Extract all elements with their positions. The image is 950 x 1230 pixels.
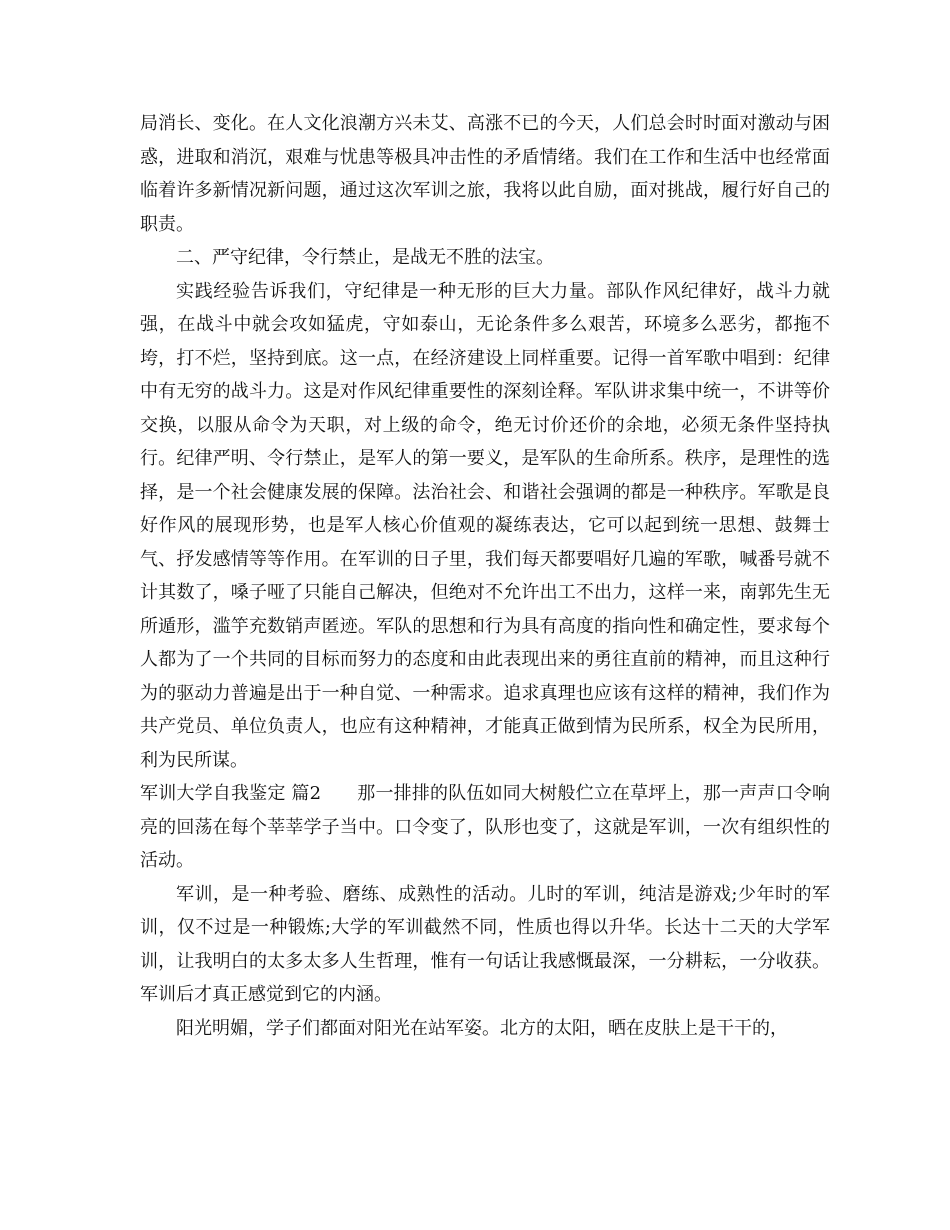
paragraph-continuation: 局消长、变化。在人文化浪潮方兴未艾、高涨不已的今天，人们总会时时面对激动与困惑，进取和消沉，艰难与忧患等极具冲击性的矛盾情绪。我们在工作和生活中也经常面临着许多新情况新问题，通过这次军训之旅，我将以此自励，面对挑战，履行好自己的职责。 <box>140 113 830 235</box>
document-body <box>140 107 830 1045</box>
section-2-text: 那一排排的队伍如同大树般伫立在草坪上，那一声声口令响亮的回荡在每个莘莘学子当中。口令变了，队形也变了，这就是军训，一次有组织性的活动。 <box>140 783 830 871</box>
section-title-2: 军训大学自我鉴定 篇2 <box>140 783 322 804</box>
paragraph-training-meaning: 军训，是一种考验、磨练、成熟性的活动。儿时的军训，纯洁是游戏;少年时的军训，仅不过是一种锻炼;大学的军训截然不同，性质也得以升华。长达十二天的大学军训，让我明白的太多太多人生哲理，惟有一句话让我感慨最深，一分耕耘，一分收获。军训后才真正感觉到它的内涵。 <box>140 883 830 1005</box>
paragraph-section-2 <box>140 777 830 878</box>
paragraph-sunshine: 阳光明媚，学子们都面对阳光在站军姿。北方的太阳，晒在皮肤上是干干的， <box>176 1017 788 1039</box>
section-heading-discipline: 二、严守纪律，令行禁止，是战无不胜的法宝。 <box>176 247 554 268</box>
paragraph-discipline: 实践经验告诉我们，守纪律是一种无形的巨大力量。部队作风纪律好，战斗力就强，在战斗中就会攻如猛虎，守如泰山，无论条件多么艰苦，环境多么恶劣，都拖不垮，打不烂，坚持到底。这一点，在经济建设上同样重要。记得一首军歌中唱到：纪律中有无穷的战斗力。这是对作风纪律重要性的深刻诠释。军队讲求集中统一，不讲等价交换，以服从命令为天职，对上级的命令，绝无讨价还价的余地，必须无条件坚持执行。纪律严明、令行禁止，是军人的第一要义，是军队的生命所系。秩序，是理性的选择，是一个社会健康发展的保障。法治社会、和谐社会强调的都是一种秩序。军歌是良好作风的展现形势，也是军人核心价值观的凝练表达，它可以起到统一思想、鼓舞士气、抒发感情等等作用。在军训的日子里，我们每天都要唱好几遍的军歌，喊番号就不计其数了，嗓子哑了只能自己解决，但绝对不允许出工不出力，这样一来，南郭先生无所遁形，滥竽充数销声匿迹。军队的思想和行为具有高度的指向性和确定性，要求每个人都为了一个共同的目标而努力的态度和由此表现出来的勇往直前的精神，而且这种行为的驱动力普遍是出于一种自觉、一种需求。追求真理也应该有这样的精神，我们作为共产党员、单位负责人，也应有这种精神，才能真正做到情为民所系，权全为民所用，利为民所谋。 <box>140 280 830 771</box>
